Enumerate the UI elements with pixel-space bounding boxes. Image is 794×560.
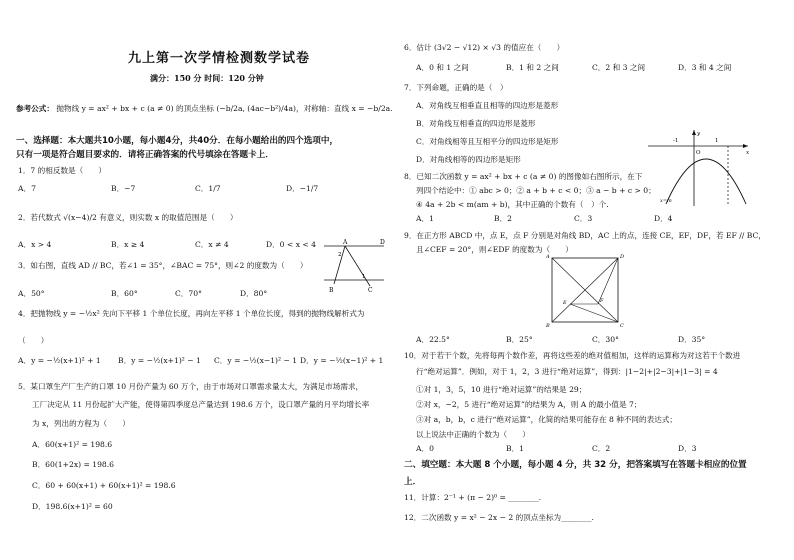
q2-option-a[interactable]: A．x > 4 — [18, 240, 52, 249]
q9-stem: 9．在正方形 ABCD 中，点 E，点 F 分别是对角线 BD，AC 上的点，连接 CE，EF，DF，若 EF // BC， — [404, 231, 766, 240]
q10-statement-1: ①对 1，3，5，10 进行“绝对运算”的结果是 29； — [416, 385, 587, 394]
q8-option-b[interactable]: B．2 — [494, 214, 513, 223]
q9-figure — [546, 252, 626, 328]
q4-option-d[interactable]: D．y = −½(x−1)² + 1 — [300, 356, 384, 365]
q8-figure — [646, 128, 756, 208]
right-column — [396, 0, 794, 560]
page-title: 九上第一次学情检测数学试卷 — [128, 51, 311, 66]
q1-stem: 1．7 的相反数是（ ） — [18, 166, 107, 175]
q6-option-b[interactable]: B．1 和 2 之间 — [506, 63, 559, 72]
section1-heading-2: 只有一项是符合题目要求的．请将正确答案的代号填涂在答题卡上． — [16, 150, 274, 160]
q8-stem-3: ④ 4a + 2b < m(am + b)，其中正确的个数有（ ）个. — [416, 200, 609, 209]
q6-option-c[interactable]: C．2 和 3 之间 — [592, 63, 646, 72]
q10-option-c[interactable]: C．2 — [592, 444, 611, 453]
q9-option-b[interactable]: B．25° — [506, 335, 533, 344]
q2-option-b[interactable]: B．x ≥ 4 — [111, 240, 145, 249]
q4-option-b[interactable]: B．y = −½(x+1)² − 1 — [118, 356, 201, 365]
q12-stem[interactable]: 12．二次函数 y = x² − 2x − 2 的顶点坐标为________. — [404, 513, 594, 522]
q3-stem: 3．如右图，直线 AD // BC，若∠1 = 35°，∠BAC = 75°，则∠2 的度数为（ ） — [18, 261, 308, 270]
q5-stem-3: 为 x，列出的方程为（ ） — [32, 419, 130, 428]
q10-option-d[interactable]: D．3 — [678, 444, 697, 453]
q8-option-d[interactable]: D．4 — [654, 214, 673, 223]
label-origin: O — [696, 150, 701, 156]
label-b: B — [329, 287, 334, 294]
q10-stem-2: 行“绝对运算”．例如，对于 1，2，3 进行“绝对运算”，得到：|1−2|+|2−3|+|1−3| = 4 — [416, 367, 718, 376]
label-a: A — [546, 254, 550, 260]
q5-option-b[interactable]: B．60(1+2x) = 198.6 — [32, 460, 114, 469]
q8-option-c[interactable]: C．3 — [574, 214, 593, 223]
y-axis-arrow — [692, 130, 696, 135]
parabola-curve — [666, 159, 746, 204]
q2-option-d[interactable]: D．0 < x < 4 — [266, 240, 317, 249]
q10-statement-2: ②对 x，−2，5 进行“绝对运算”的结果为 A，则 A 的最小值是 7； — [416, 400, 642, 409]
formula-label: 参考公式： — [16, 104, 54, 113]
label-one: 1 — [715, 138, 719, 144]
label-a: A — [343, 239, 348, 246]
label-angle-2: 2 — [338, 252, 342, 258]
q6-stem: 6．估计 (3√2 − √12) × √3 的值应在（ ） — [404, 43, 565, 52]
q6-option-a[interactable]: A．0 和 1 之间 — [416, 63, 469, 72]
q1-option-d[interactable]: D．−1/7 — [286, 184, 319, 193]
label-f: F — [600, 298, 604, 304]
section1-heading: 一、选择题：本大题共10小题，每小题4分，共40分．在每小题给出的四个选项中， — [16, 136, 339, 146]
q7-option-b[interactable]: B．对角线互相垂直的四边形是菱形 — [416, 119, 536, 128]
q2-stem: 2．若代数式 √(x−4)/2 有意义，则实数 x 的取值范围是（ ） — [18, 213, 238, 222]
label-e: E — [563, 300, 567, 306]
q3-option-d[interactable]: D．80° — [240, 289, 268, 298]
segment-ce — [570, 304, 618, 322]
q2-option-c[interactable]: C．x ≠ 4 — [195, 240, 229, 249]
q5-stem-2: 工厂决定从 11 月份起扩大产能，使得第四季度总产量达到 198.6 万个，设口罩产量的月平均增长率 — [32, 400, 370, 409]
label-c: C — [620, 323, 624, 328]
label-c: C — [368, 287, 373, 294]
q5-option-d[interactable]: D．198.6(x+1)² = 60 — [32, 502, 113, 511]
q3-option-a[interactable]: A．50° — [18, 289, 45, 298]
q10-stem: 10．对于若干个数，先将每两个数作差，再将这些差的绝对值相加，这样的运算称为对这若干个数进 — [404, 351, 741, 360]
q1-option-b[interactable]: B．−7 — [111, 184, 136, 193]
q8-stem: 8．已知二次函数 y = ax² + bx + c (a ≠ 0) 的图像如右图所示，在下 — [404, 172, 643, 181]
label-y: y — [697, 131, 701, 137]
q7-option-c[interactable]: C．对角线相等且互相平分的四边形是矩形 — [416, 137, 559, 146]
q5-option-a[interactable]: A．60(x+1)² = 198.6 — [32, 440, 113, 449]
label-d: D — [620, 254, 625, 260]
q9-stem-2: 且∠CEF = 20°，则∠EDF 的度数为（ ） — [416, 245, 573, 254]
formula-line — [16, 104, 393, 113]
label-x: x — [746, 150, 750, 156]
q8-option-a[interactable]: A．1 — [416, 214, 434, 223]
label-minus-one: -1 — [673, 138, 679, 144]
q3-figure — [318, 236, 392, 296]
q7-option-a[interactable]: A．对角线互相垂直且相等的四边形是菱形 — [416, 101, 559, 110]
q10-option-a[interactable]: A．0 — [416, 444, 434, 453]
q6-option-d[interactable]: D．3 和 4 之间 — [678, 63, 732, 72]
q4-option-a[interactable]: A．y = −½(x+1)² + 1 — [18, 356, 101, 365]
formula-text: 抛物线 y = ax² + bx + c (a ≠ 0) 的顶点坐标 (−b/2a, (4ac−b²)/4a)，对称轴：直线 x = −b/2a. — [56, 104, 393, 113]
q7-option-d[interactable]: D．对角线相等的四边形是矩形 — [416, 155, 521, 164]
q9-option-d[interactable]: D．35° — [678, 335, 706, 344]
q4-option-c[interactable]: C．y = −½(x−1)² − 1 — [214, 356, 298, 365]
exam-meta: 满分：150 分 时间：120 分钟 — [150, 73, 264, 83]
x-axis-arrow — [743, 144, 748, 148]
q5-stem: 5．某口罩生产厂生产的口罩 10 月份产量为 60 万个，由于市场对口罩需求量太大，为满足市场需求， — [18, 382, 364, 391]
label-b: B — [546, 323, 550, 328]
q3-option-b[interactable]: B．60° — [111, 289, 138, 298]
q11-stem[interactable]: 11．计算：2⁻¹ + (π − 2)⁰ = ________. — [404, 493, 542, 502]
q1-option-a[interactable]: A．7 — [18, 184, 36, 193]
label-x-equals-m: x=m — [660, 198, 672, 204]
q9-option-c[interactable]: C．30° — [592, 335, 619, 344]
section2-heading-2: 上． — [404, 477, 422, 487]
q10-prompt: 以上说法中正确的个数为（ ） — [416, 430, 530, 439]
label-angle-1: 1 — [362, 274, 366, 280]
q4-stem-2: （ ） — [18, 336, 49, 345]
left-column — [0, 0, 396, 560]
q4-stem: 4．把抛物线 y = −½x² 先向下平移 1 个单位长度，再向左平移 1 个单位长度，得到的抛物线解析式为 — [18, 309, 365, 318]
section2-heading: 二、填空题：本大题 8 个小题，每小题 4 分，共 32 分，把答案填写在答题卡相应的位置 — [404, 460, 747, 470]
q10-option-b[interactable]: B．1 — [506, 444, 525, 453]
q5-option-c[interactable]: C．60 + 60(x+1) + 60(x+1)² = 198.6 — [32, 481, 176, 490]
label-d: D — [380, 239, 385, 246]
q10-statement-3: ③对 a，b，b，c 进行“绝对运算”，化简的结果可能存在 8 种不同的表达式； — [416, 415, 677, 424]
q1-option-c[interactable]: C．1/7 — [195, 184, 221, 193]
q9-option-a[interactable]: A．22.5° — [416, 335, 450, 344]
q7-stem: 7．下列命题，正确的是（ ） — [404, 83, 508, 92]
q8-stem-2: 列四个结论中：① abc > 0；② a + b + c < 0；③ a − b + c > 0； — [416, 186, 656, 195]
q3-option-c[interactable]: C．70° — [175, 289, 202, 298]
